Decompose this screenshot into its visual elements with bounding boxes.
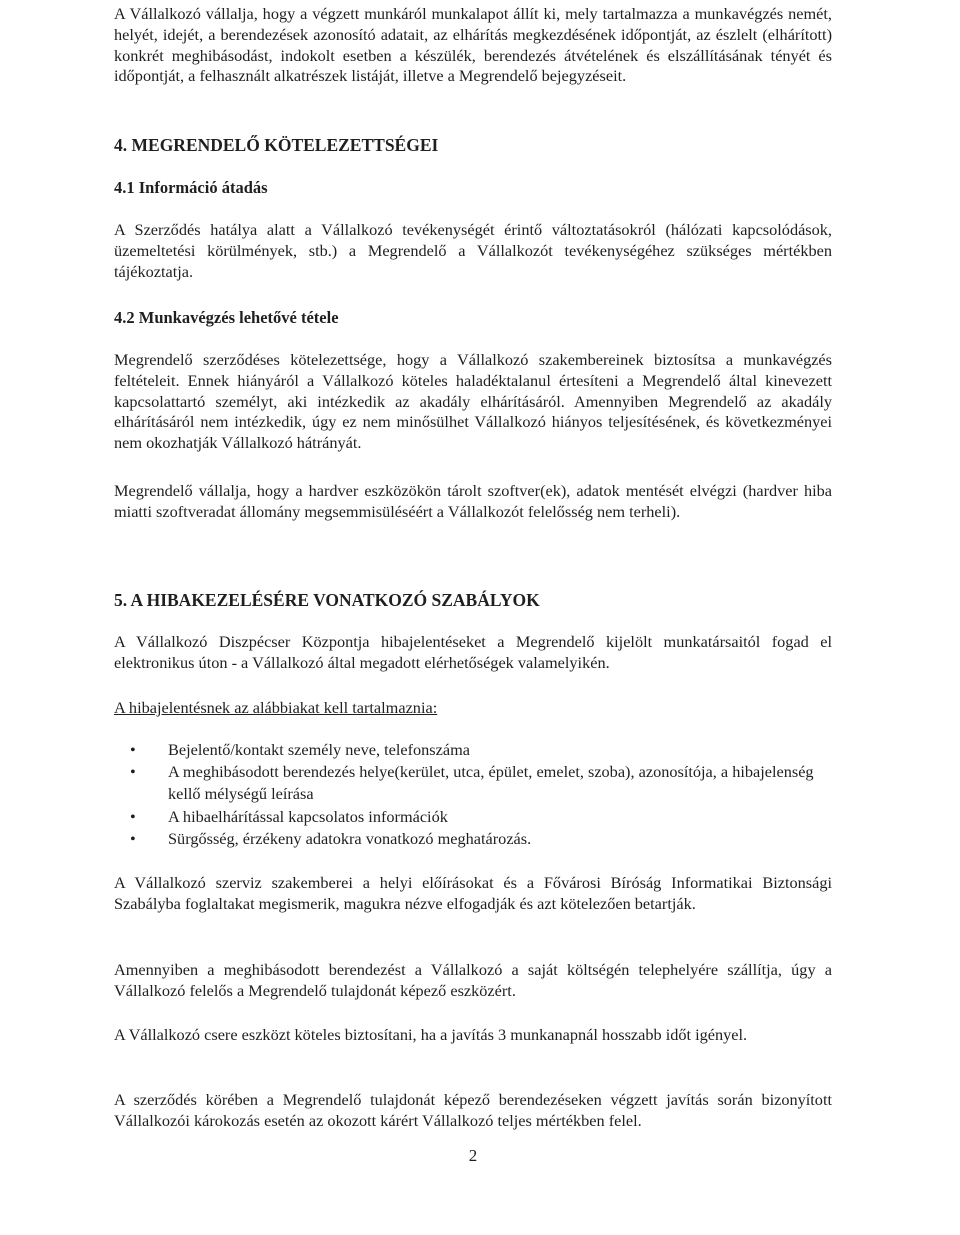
list-item: [114, 761, 832, 805]
intro-paragraph: A Vállalkozó vállalja, hogy a végzett munkáról munkalapot állít ki, mely tartalmazza a munkavégzés nemét, helyét, idejét, a berendezések azonosító adatait, az elhárítás megkezdésének időpontját, az észlelt (elhárított) konkrét meghibásodást, indokolt esetben a készülék, berendezés átvételének és elszállításának tényét és időpontját, a felhasznált alkatrészek listáját, illetve a Megrendelő bejegyzéseit.: [114, 4, 832, 86]
list-item-text: A meghibásodott berendezés helye(kerület, utca, épület, emelet, szoba), azonosítója, a hibajelenség kellő mélységű leírása: [168, 762, 814, 804]
document-page: [114, 0, 832, 1235]
bullet-icon: •: [130, 762, 136, 782]
report-requirements-heading: A hibajelentésnek az alábbiakat kell tartalmaznia:: [114, 698, 438, 717]
section-4-2-heading: 4.2 Munkavégzés lehetővé tétele: [114, 308, 339, 327]
section-5-paragraph-4: A Vállalkozó csere eszközt köteles biztosítani, ha a javítás 3 munkanapnál hosszabb időt igényel.: [114, 1025, 748, 1044]
section-4-heading: 4. MEGRENDELŐ KÖTELEZETTSÉGEI: [114, 135, 439, 155]
list-item: [114, 828, 832, 850]
list-item: [114, 806, 832, 828]
list-item: [114, 739, 832, 761]
section-5-paragraph-2: A Vállalkozó szerviz szakemberei a helyi előírásokat és a Fővárosi Bíróság Informatikai Biztonsági Szabályba foglaltakat megismerik, magukra nézve elfogadják és azt kötelezően betartják.: [114, 873, 832, 913]
bullet-icon: •: [130, 740, 136, 759]
list-item-text: Bejelentő/kontakt személy neve, telefonszáma: [168, 740, 470, 759]
section-4-1-paragraph: A Szerződés hatálya alatt a Vállalkozó tevékenységét érintő változtatásokról (hálózati kapcsolódások, üzemeltetési körülmények, stb.) a Megrendelő a Vállalkozót tevékenységéhez szükséges mértékben tájékoztatja.: [114, 220, 832, 281]
section-5-paragraph-1: A Vállalkozó Diszpécser Központja hibajelentéseket a Megrendelő kijelölt munkatársaitól fogad el elektronikus úton - a Vállalkozó által megadott elérhetőségek valamelyikén.: [114, 632, 832, 672]
section-5-heading: 5. A HIBAKEZELÉSÉRE VONATKOZÓ SZABÁLYOK: [114, 590, 540, 610]
section-5-paragraph-5: A szerződés körében a Megrendelő tulajdonát képező berendezéseken végzett javítás során bizonyított Vállalkozói károkozás esetén az okozott kárért Vállalkozó teljes mértékben felel.: [114, 1090, 832, 1130]
list-item-text: Sürgősség, érzékeny adatokra vonatkozó meghatározás.: [168, 828, 532, 848]
report-requirements-list: [114, 739, 832, 850]
list-item-text: A hibaelhárítással kapcsolatos információk: [168, 806, 448, 826]
section-4-1-heading: 4.1 Információ átadás: [114, 178, 268, 197]
section-4-2-paragraph-2: Megrendelő vállalja, hogy a hardver eszközökön tárolt szoftver(ek), adatok mentését elvégzi (hardver hiba miatti szoftveradat állomány megsemmisüléséért a Vállalkozót felelősség nem terheli).: [114, 481, 832, 521]
section-4-2-paragraph-1: Megrendelő szerződéses kötelezettsége, hogy a Vállalkozó szakembereinek biztosítsa a munkavégzés feltételeit. Ennek hiányáról a Vállalkozó köteles haladéktalanul értesíteni a Megrendelő által kinevezett kapcsolattartó személyt, aki intézkedik az akadály elhárításáról. Amennyiben Megrendelő az akadály elhárításáról nem intézkedik, úgy ez nem minősülhet Vállalkozó hiányos teljesítésének, és következményei nem okozhatják Vállalkozó hátrányát.: [114, 350, 832, 453]
section-5-paragraph-3: Amennyiben a meghibásodott berendezést a Vállalkozó a saját költségén telephelyére szállítja, úgy a Vállalkozó felelős a Megrendelő tulajdonát képező eszközért.: [114, 960, 832, 1000]
page-number: 2: [468, 1146, 478, 1165]
bullet-icon: •: [130, 806, 136, 826]
bullet-icon: •: [130, 828, 136, 848]
